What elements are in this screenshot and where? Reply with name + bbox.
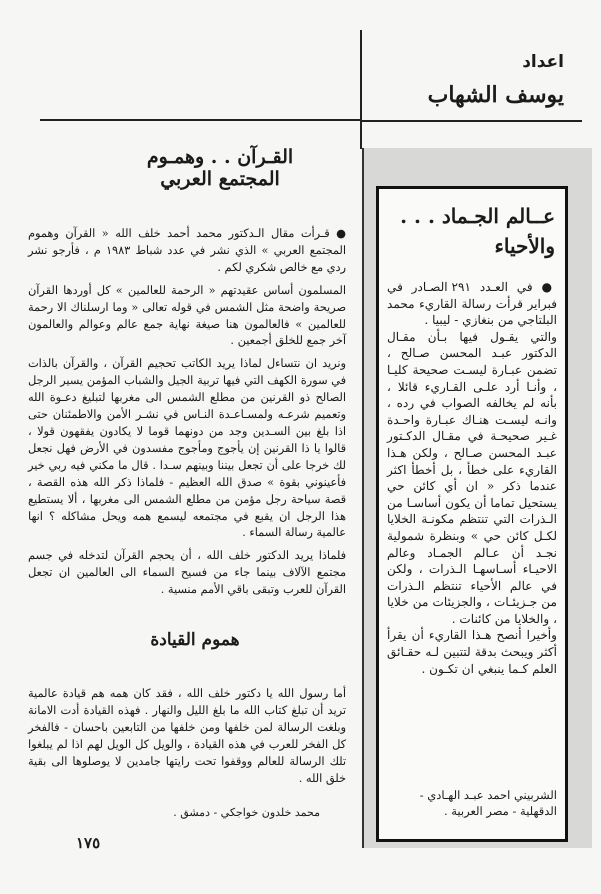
article-title xyxy=(100,146,340,190)
sidebar-title-line1: عــالم الجـماد . . . xyxy=(400,204,555,228)
article-signoff: محمد خلدون خواجكي - دمشق . xyxy=(173,806,320,819)
article-paragraph: ونريد ان نتساءل لماذا يريد الكاتب تحجيم القرآن ، والقرآن بالذات في سورة الكهف التي فيها تربية الجيل والشباب المؤمن يسير الرجل الصالح ذو القرنين من مطلع الشمس الى مغربها لتبليغ دعـوة الله وتعميم شرعـه ولمسـاعـدة النـاس في نشـر الأمن والاطمئنان حتى اذا بلغ بين السـدين وجد من دونهما قوما لا يكادون يفقهون قولا ، قالوا يا ذا القرنين إن يأجوج ومأجوج مفسدون في الأرض فهل نجعل لك خرجا على أن تجعل بيننا وبينهم سـدا . قال ما مكني فيه ربي خير فأعينوني بقوة » صدق الله العظيم - فلماذا ذكر الله هذه القصة ، قصة سياحة رجل مؤمن من مطلع الشمس الى مغربها ، ألا يستطيع هذا الرجل ان يقبع في مجتمعه ليسمع همه ويحل مشاكله ؟ انها عالمية رسالة السماء . xyxy=(28,357,346,540)
sidebar-signature-line1: الشربيني احمد عبـد الهـادي - xyxy=(419,788,557,802)
section-heading: هموم القيادة xyxy=(150,630,240,650)
sidebar-title xyxy=(389,201,555,261)
column-divider-top xyxy=(360,119,362,149)
header-label: اعداد xyxy=(522,52,564,72)
article-paragraph: المسلمون أساس عقيدتهم « الرحمة للعالمين » كل أوردها القرآن صريحة واضحة مثل الشمس في قوله تعالى « وما ارسلناك الا رحمة للعالمين » فالعالمون هنا صيغة نهاية جمع عالم وعوالم والعالمون آخر جمع للخلق أجمعين . xyxy=(28,283,346,348)
sidebar-body xyxy=(387,279,557,677)
sidebar-signature xyxy=(387,787,557,819)
article-title-line1: القـرآن . . وهمـوم xyxy=(146,146,294,168)
sidebar-panel xyxy=(376,186,568,842)
article-body xyxy=(28,226,346,605)
sidebar-signature-line2: الدقهلية - مصر العربية . xyxy=(443,804,557,818)
article-paragraph: ● قـرأت مقال الـدكتور محمد أحمد خلف الله « القرآن وهموم المجتمع العربي » الذي نشر في عدد شباط ١٩٨٣ م ، فأرجو نشر ردي مع خالص شكري لكم . xyxy=(28,227,346,274)
sidebar-paragraph: والتي يقـول فيها بـأن مقـال الدكتور عبـد المحسن صـالح ، تضمن عبـارة ليسـت صحيحة كليـا ، وأنـا أرد علـى القـاريء قائلا ، بأنه لم يخالفه الصواب في رده ، وانـه ليسـت هنـاك عبـارة واحـدة غـير صحيحـة في مقـال الدكـتور عبـد المحسن صـالح ، ولكن هـذا القاريء على خطأ ، بل أخطأ اكثر عندما ذكر « ان أي كائن حي يستحيل تماما أن يكون أساسـا من الـذرات التي تنتظم مكونـة الخلايا لكـل كائن حي » وبنظرة شمولية نجـد أن عـالم الجمـاد وعالم الاحيـاء أسـاسهـا الـذرات ، ولكن في عالم الأحياء تنتظم الـذرات من جـزيئـات ، والجزيئات من خلايا ، والخلايا من كائنات . xyxy=(387,329,557,626)
section-body: أما رسول الله يا دكتور خلف الله ، فقد كان همه هم قيادة عالمية تريد أن تبلغ كتاب الله ما بلغ الليل والنهار . فهذه القيادة أدت الامانة وبلغت الرسالة لمن خلفها ومن خلفها من التابعين باحسان - فالفخر كل الفخر للعرب في هذه القيادة ، والويل كل الويل لهم اذا لم يبلغوا تلك الرسالة للعالم ووقفوا تحت رايتها جامدين لا يوصلوها الى بقية خلق الله . xyxy=(28,687,346,785)
article-title-line2: المجتمع العربي xyxy=(160,168,280,190)
header-author: يوسف الشهاب xyxy=(427,82,564,108)
sidebar-paragraph: ● في العـدد ٢٩١ الصـادر في فبراير قرأت رسالة القاريء محمد البلتاجي من بنغازي - ليبيا . xyxy=(387,280,557,328)
page-number: ١٧٥ xyxy=(76,834,101,852)
sidebar-paragraph: وأخيرا أنصح هـذا القاريء أن يقرأ أكثر ويبحث بدقة لتتبين لـه حقـائق العلم كـما ينبغي ان تكـون . xyxy=(387,628,557,676)
article-paragraph: فلماذا يريد الدكتور خلف الله ، أن يحجم القرآن لتدخله في جسم مجتمع الآلاف بينما جاء من فسيح السماء الى العالمين ان تجعل القرآن للعرب وتبقى باقي الأمم منسية . xyxy=(28,549,346,597)
top-divider xyxy=(40,119,360,121)
sidebar-title-line2: والأحياء xyxy=(494,234,555,258)
author-header-box xyxy=(360,30,582,122)
